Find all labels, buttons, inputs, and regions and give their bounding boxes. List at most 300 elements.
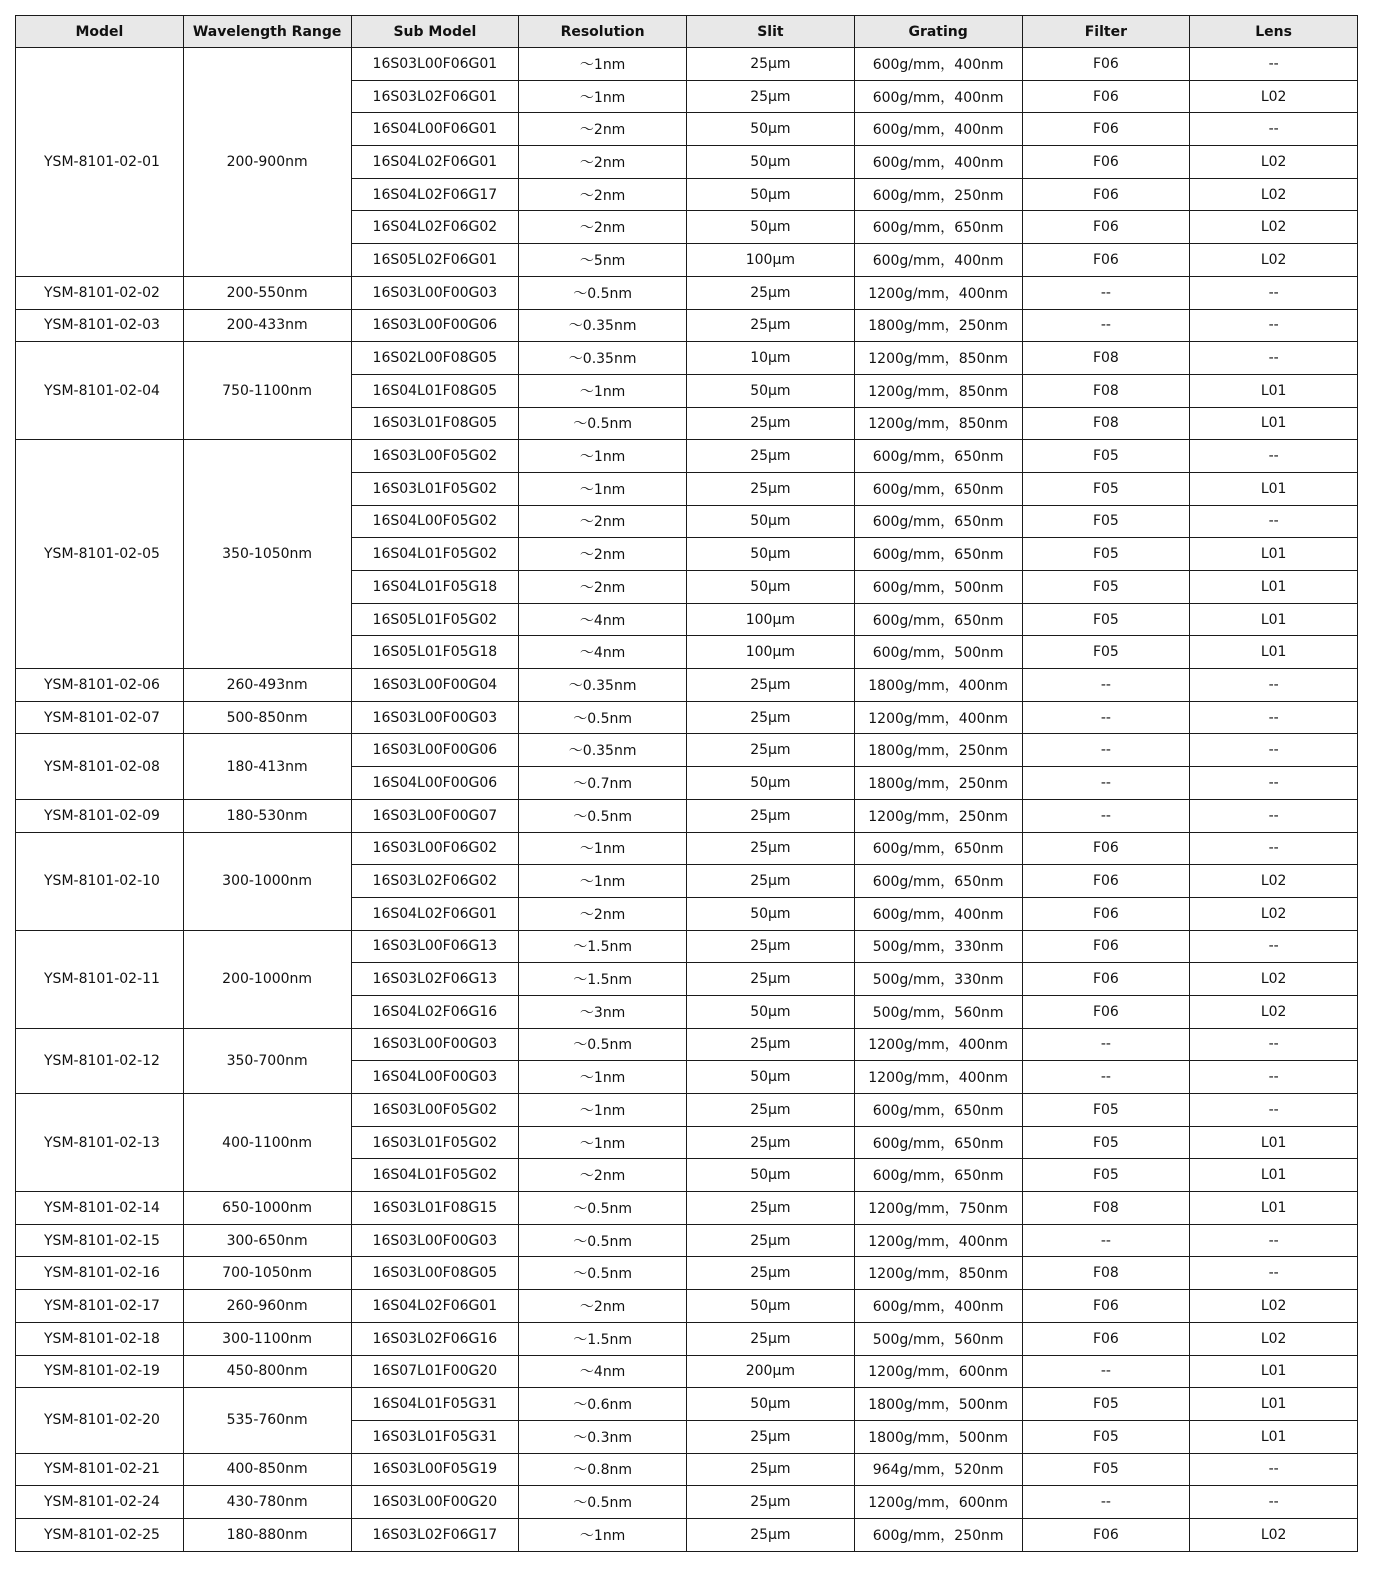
table-row <box>16 1290 1358 1323</box>
resolution-cell: ～1nm <box>519 1061 687 1094</box>
filter-cell: -- <box>1022 309 1190 342</box>
resolution-cell: ～3nm <box>519 995 687 1028</box>
table-row <box>16 1388 1358 1421</box>
grating-cell: 600g/mm，650nm <box>854 472 1022 505</box>
lens-cell: -- <box>1190 1486 1358 1519</box>
slit-cell: 25μm <box>687 865 855 898</box>
sub-model-cell: 16S04L00F06G01 <box>351 113 519 146</box>
grating-cell: 1800g/mm，250nm <box>854 734 1022 767</box>
wavelength-range-cell: 300-650nm <box>183 1224 351 1257</box>
lens-cell: -- <box>1190 930 1358 963</box>
grating-cell: 1200g/mm，600nm <box>854 1486 1022 1519</box>
resolution-cell: ～1nm <box>519 472 687 505</box>
lens-cell: L02 <box>1190 146 1358 179</box>
model-cell: YSM-8101-02-18 <box>16 1322 184 1355</box>
sub-model-cell: 16S03L02F06G16 <box>351 1322 519 1355</box>
sub-model-cell: 16S04L02F06G01 <box>351 1290 519 1323</box>
lens-cell: -- <box>1190 1224 1358 1257</box>
table-row <box>16 1028 1358 1061</box>
wavelength-range-cell: 350-700nm <box>183 1028 351 1093</box>
model-cell: YSM-8101-02-05 <box>16 440 184 669</box>
grating-cell: 600g/mm，650nm <box>854 505 1022 538</box>
sub-model-cell: 16S03L00F06G02 <box>351 832 519 865</box>
resolution-cell: ～1.5nm <box>519 930 687 963</box>
grating-cell: 500g/mm，330nm <box>854 930 1022 963</box>
resolution-cell: ～2nm <box>519 505 687 538</box>
slit-cell: 25μm <box>687 832 855 865</box>
slit-cell: 25μm <box>687 1420 855 1453</box>
slit-cell: 25μm <box>687 1486 855 1519</box>
lens-cell: -- <box>1190 113 1358 146</box>
slit-cell: 50μm <box>687 1388 855 1421</box>
spectrometer-model-table <box>15 15 1358 1552</box>
wavelength-range-cell: 450-800nm <box>183 1355 351 1388</box>
grating-cell: 1200g/mm，400nm <box>854 701 1022 734</box>
sub-model-cell: 16S05L01F05G02 <box>351 603 519 636</box>
resolution-cell: ～2nm <box>519 571 687 604</box>
slit-cell: 25μm <box>687 472 855 505</box>
slit-cell: 50μm <box>687 374 855 407</box>
filter-cell: F06 <box>1022 48 1190 81</box>
sub-model-cell: 16S04L02F06G01 <box>351 897 519 930</box>
grating-cell: 600g/mm，650nm <box>854 538 1022 571</box>
table-row <box>16 1518 1358 1551</box>
slit-cell: 25μm <box>687 1257 855 1290</box>
sub-model-cell: 16S04L00F00G06 <box>351 767 519 800</box>
grating-cell: 1200g/mm，250nm <box>854 799 1022 832</box>
grating-cell: 600g/mm，650nm <box>854 211 1022 244</box>
slit-cell: 50μm <box>687 211 855 244</box>
lens-cell: -- <box>1190 1094 1358 1127</box>
sub-model-cell: 16S04L01F05G02 <box>351 1159 519 1192</box>
grating-cell: 964g/mm，520nm <box>854 1453 1022 1486</box>
model-cell: YSM-8101-02-13 <box>16 1094 184 1192</box>
resolution-cell: ～1nm <box>519 1126 687 1159</box>
filter-cell: F05 <box>1022 1420 1190 1453</box>
slit-cell: 25μm <box>687 407 855 440</box>
resolution-cell: ～0.35nm <box>519 669 687 702</box>
slit-cell: 25μm <box>687 1453 855 1486</box>
lens-cell: L01 <box>1190 1355 1358 1388</box>
filter-cell: F06 <box>1022 897 1190 930</box>
filter-cell: -- <box>1022 734 1190 767</box>
table-row <box>16 832 1358 865</box>
grating-cell: 600g/mm，650nm <box>854 1126 1022 1159</box>
model-cell: YSM-8101-02-20 <box>16 1388 184 1453</box>
resolution-cell: ～1nm <box>519 374 687 407</box>
lens-cell: -- <box>1190 1061 1358 1094</box>
slit-cell: 50μm <box>687 538 855 571</box>
slit-cell: 50μm <box>687 146 855 179</box>
wavelength-range-cell: 200-1000nm <box>183 930 351 1028</box>
lens-cell: L01 <box>1190 1126 1358 1159</box>
resolution-cell: ～4nm <box>519 1355 687 1388</box>
table-row <box>16 799 1358 832</box>
lens-cell: L02 <box>1190 244 1358 277</box>
resolution-cell: ～0.35nm <box>519 734 687 767</box>
grating-cell: 600g/mm，400nm <box>854 146 1022 179</box>
wavelength-range-cell: 700-1050nm <box>183 1257 351 1290</box>
slit-cell: 10μm <box>687 342 855 375</box>
lens-cell: -- <box>1190 767 1358 800</box>
header-grating: Grating <box>854 16 1022 48</box>
grating-cell: 1200g/mm，850nm <box>854 1257 1022 1290</box>
grating-cell: 500g/mm，560nm <box>854 995 1022 1028</box>
grating-cell: 1200g/mm，750nm <box>854 1192 1022 1225</box>
lens-cell: -- <box>1190 309 1358 342</box>
header-wavelength-range: Wavelength Range <box>183 16 351 48</box>
filter-cell: F05 <box>1022 472 1190 505</box>
grating-cell: 1200g/mm，400nm <box>854 1028 1022 1061</box>
slit-cell: 25μm <box>687 48 855 81</box>
sub-model-cell: 16S03L00F00G06 <box>351 734 519 767</box>
resolution-cell: ～1nm <box>519 80 687 113</box>
model-cell: YSM-8101-02-19 <box>16 1355 184 1388</box>
filter-cell: F05 <box>1022 1126 1190 1159</box>
sub-model-cell: 16S03L02F06G02 <box>351 865 519 898</box>
model-cell: YSM-8101-02-08 <box>16 734 184 799</box>
grating-cell: 600g/mm，250nm <box>854 1518 1022 1551</box>
slit-cell: 25μm <box>687 734 855 767</box>
filter-cell: -- <box>1022 799 1190 832</box>
wavelength-range-cell: 200-550nm <box>183 276 351 309</box>
lens-cell: -- <box>1190 1257 1358 1290</box>
sub-model-cell: 16S03L00F00G03 <box>351 276 519 309</box>
filter-cell: F06 <box>1022 146 1190 179</box>
sub-model-cell: 16S03L00F00G07 <box>351 799 519 832</box>
wavelength-range-cell: 430-780nm <box>183 1486 351 1519</box>
filter-cell: -- <box>1022 1224 1190 1257</box>
sub-model-cell: 16S03L00F00G06 <box>351 309 519 342</box>
resolution-cell: ～2nm <box>519 211 687 244</box>
grating-cell: 600g/mm，400nm <box>854 1290 1022 1323</box>
lens-cell: L01 <box>1190 571 1358 604</box>
sub-model-cell: 16S04L01F05G02 <box>351 538 519 571</box>
model-cell: YSM-8101-02-21 <box>16 1453 184 1486</box>
lens-cell: L02 <box>1190 211 1358 244</box>
resolution-cell: ～0.35nm <box>519 342 687 375</box>
lens-cell: L01 <box>1190 1420 1358 1453</box>
filter-cell: F06 <box>1022 963 1190 996</box>
lens-cell: -- <box>1190 505 1358 538</box>
grating-cell: 1800g/mm，500nm <box>854 1420 1022 1453</box>
lens-cell: -- <box>1190 669 1358 702</box>
filter-cell: F08 <box>1022 374 1190 407</box>
slit-cell: 50μm <box>687 571 855 604</box>
filter-cell: F06 <box>1022 1518 1190 1551</box>
sub-model-cell: 16S03L01F08G15 <box>351 1192 519 1225</box>
table-row <box>16 734 1358 767</box>
filter-cell: -- <box>1022 1061 1190 1094</box>
slit-cell: 50μm <box>687 505 855 538</box>
slit-cell: 50μm <box>687 1290 855 1323</box>
spectrometer-model-table-container <box>15 15 1358 1552</box>
lens-cell: L02 <box>1190 963 1358 996</box>
lens-cell: L01 <box>1190 1388 1358 1421</box>
resolution-cell: ～0.5nm <box>519 1486 687 1519</box>
lens-cell: -- <box>1190 276 1358 309</box>
sub-model-cell: 16S05L01F05G18 <box>351 636 519 669</box>
grating-cell: 1200g/mm，400nm <box>854 1224 1022 1257</box>
slit-cell: 100μm <box>687 636 855 669</box>
filter-cell: F08 <box>1022 1257 1190 1290</box>
table-body <box>16 48 1358 1552</box>
filter-cell: F06 <box>1022 80 1190 113</box>
table-row <box>16 1224 1358 1257</box>
grating-cell: 1800g/mm，400nm <box>854 669 1022 702</box>
sub-model-cell: 16S03L00F00G03 <box>351 1224 519 1257</box>
lens-cell: L02 <box>1190 865 1358 898</box>
slit-cell: 200μm <box>687 1355 855 1388</box>
grating-cell: 600g/mm，500nm <box>854 636 1022 669</box>
filter-cell: -- <box>1022 276 1190 309</box>
resolution-cell: ～4nm <box>519 636 687 669</box>
slit-cell: 50μm <box>687 1159 855 1192</box>
resolution-cell: ～1nm <box>519 1094 687 1127</box>
slit-cell: 25μm <box>687 1126 855 1159</box>
slit-cell: 25μm <box>687 930 855 963</box>
wavelength-range-cell: 300-1100nm <box>183 1322 351 1355</box>
filter-cell: F06 <box>1022 178 1190 211</box>
wavelength-range-cell: 535-760nm <box>183 1388 351 1453</box>
table-row <box>16 1453 1358 1486</box>
resolution-cell: ～0.5nm <box>519 701 687 734</box>
header-model: Model <box>16 16 184 48</box>
lens-cell: -- <box>1190 1028 1358 1061</box>
wavelength-range-cell: 350-1050nm <box>183 440 351 669</box>
wavelength-range-cell: 180-530nm <box>183 799 351 832</box>
resolution-cell: ～1.5nm <box>519 963 687 996</box>
sub-model-cell: 16S04L02F06G16 <box>351 995 519 1028</box>
lens-cell: L02 <box>1190 995 1358 1028</box>
lens-cell: L02 <box>1190 897 1358 930</box>
slit-cell: 25μm <box>687 1028 855 1061</box>
sub-model-cell: 16S04L00F00G03 <box>351 1061 519 1094</box>
filter-cell: -- <box>1022 1028 1190 1061</box>
model-cell: YSM-8101-02-11 <box>16 930 184 1028</box>
grating-cell: 600g/mm，650nm <box>854 865 1022 898</box>
grating-cell: 600g/mm，400nm <box>854 80 1022 113</box>
resolution-cell: ～5nm <box>519 244 687 277</box>
resolution-cell: ～1.5nm <box>519 1322 687 1355</box>
resolution-cell: ～0.5nm <box>519 276 687 309</box>
filter-cell: F06 <box>1022 1322 1190 1355</box>
table-row <box>16 440 1358 473</box>
header-filter: Filter <box>1022 16 1190 48</box>
table-row <box>16 1486 1358 1519</box>
filter-cell: F06 <box>1022 113 1190 146</box>
filter-cell: F05 <box>1022 440 1190 473</box>
wavelength-range-cell: 180-413nm <box>183 734 351 799</box>
model-cell: YSM-8101-02-12 <box>16 1028 184 1093</box>
model-cell: YSM-8101-02-04 <box>16 342 184 440</box>
resolution-cell: ～0.35nm <box>519 309 687 342</box>
filter-cell: F08 <box>1022 1192 1190 1225</box>
wavelength-range-cell: 260-493nm <box>183 669 351 702</box>
filter-cell: -- <box>1022 701 1190 734</box>
lens-cell: L01 <box>1190 603 1358 636</box>
wavelength-range-cell: 180-880nm <box>183 1518 351 1551</box>
sub-model-cell: 16S03L00F05G19 <box>351 1453 519 1486</box>
resolution-cell: ～4nm <box>519 603 687 636</box>
sub-model-cell: 16S04L02F06G02 <box>351 211 519 244</box>
filter-cell: F05 <box>1022 571 1190 604</box>
filter-cell: F05 <box>1022 505 1190 538</box>
slit-cell: 100μm <box>687 244 855 277</box>
resolution-cell: ～0.5nm <box>519 799 687 832</box>
wavelength-range-cell: 300-1000nm <box>183 832 351 930</box>
slit-cell: 25μm <box>687 1224 855 1257</box>
lens-cell: L02 <box>1190 1322 1358 1355</box>
table-row <box>16 342 1358 375</box>
grating-cell: 500g/mm，560nm <box>854 1322 1022 1355</box>
grating-cell: 600g/mm，400nm <box>854 244 1022 277</box>
header-resolution: Resolution <box>519 16 687 48</box>
resolution-cell: ～0.5nm <box>519 407 687 440</box>
sub-model-cell: 16S04L01F08G05 <box>351 374 519 407</box>
filter-cell: F05 <box>1022 538 1190 571</box>
filter-cell: F06 <box>1022 211 1190 244</box>
slit-cell: 50μm <box>687 767 855 800</box>
model-cell: YSM-8101-02-14 <box>16 1192 184 1225</box>
lens-cell: -- <box>1190 701 1358 734</box>
filter-cell: -- <box>1022 669 1190 702</box>
slit-cell: 25μm <box>687 701 855 734</box>
resolution-cell: ～1nm <box>519 865 687 898</box>
sub-model-cell: 16S03L02F06G01 <box>351 80 519 113</box>
table-row <box>16 1257 1358 1290</box>
grating-cell: 600g/mm，400nm <box>854 897 1022 930</box>
table-row <box>16 48 1358 81</box>
sub-model-cell: 16S03L00F00G03 <box>351 701 519 734</box>
sub-model-cell: 16S03L02F06G17 <box>351 1518 519 1551</box>
header-lens: Lens <box>1190 16 1358 48</box>
grating-cell: 600g/mm，650nm <box>854 1159 1022 1192</box>
sub-model-cell: 16S03L01F05G02 <box>351 472 519 505</box>
lens-cell: -- <box>1190 342 1358 375</box>
resolution-cell: ～2nm <box>519 538 687 571</box>
model-cell: YSM-8101-02-15 <box>16 1224 184 1257</box>
model-cell: YSM-8101-02-01 <box>16 48 184 277</box>
resolution-cell: ～0.7nm <box>519 767 687 800</box>
lens-cell: L01 <box>1190 1192 1358 1225</box>
filter-cell: F08 <box>1022 407 1190 440</box>
filter-cell: -- <box>1022 1486 1190 1519</box>
slit-cell: 25μm <box>687 440 855 473</box>
wavelength-range-cell: 200-900nm <box>183 48 351 277</box>
wavelength-range-cell: 260-960nm <box>183 1290 351 1323</box>
lens-cell: L01 <box>1190 407 1358 440</box>
lens-cell: -- <box>1190 734 1358 767</box>
resolution-cell: ～0.5nm <box>519 1257 687 1290</box>
resolution-cell: ～2nm <box>519 146 687 179</box>
sub-model-cell: 16S03L00F05G02 <box>351 440 519 473</box>
slit-cell: 25μm <box>687 276 855 309</box>
wavelength-range-cell: 500-850nm <box>183 701 351 734</box>
filter-cell: F05 <box>1022 1159 1190 1192</box>
slit-cell: 100μm <box>687 603 855 636</box>
lens-cell: -- <box>1190 832 1358 865</box>
sub-model-cell: 16S03L01F05G02 <box>351 1126 519 1159</box>
sub-model-cell: 16S04L02F06G01 <box>351 146 519 179</box>
grating-cell: 1800g/mm，250nm <box>854 309 1022 342</box>
sub-model-cell: 16S03L00F08G05 <box>351 1257 519 1290</box>
wavelength-range-cell: 650-1000nm <box>183 1192 351 1225</box>
grating-cell: 600g/mm，650nm <box>854 1094 1022 1127</box>
lens-cell: -- <box>1190 1453 1358 1486</box>
header-slit: Slit <box>687 16 855 48</box>
resolution-cell: ～1nm <box>519 48 687 81</box>
filter-cell: F05 <box>1022 603 1190 636</box>
table-row <box>16 669 1358 702</box>
model-cell: YSM-8101-02-07 <box>16 701 184 734</box>
model-cell: YSM-8101-02-06 <box>16 669 184 702</box>
lens-cell: L01 <box>1190 472 1358 505</box>
resolution-cell: ～2nm <box>519 178 687 211</box>
resolution-cell: ～1nm <box>519 832 687 865</box>
resolution-cell: ～0.8nm <box>519 1453 687 1486</box>
lens-cell: L01 <box>1190 1159 1358 1192</box>
filter-cell: F05 <box>1022 1388 1190 1421</box>
sub-model-cell: 16S02L00F08G05 <box>351 342 519 375</box>
filter-cell: -- <box>1022 1355 1190 1388</box>
lens-cell: -- <box>1190 48 1358 81</box>
grating-cell: 500g/mm，330nm <box>854 963 1022 996</box>
table-row <box>16 276 1358 309</box>
grating-cell: 1200g/mm，400nm <box>854 1061 1022 1094</box>
slit-cell: 50μm <box>687 1061 855 1094</box>
grating-cell: 600g/mm，400nm <box>854 48 1022 81</box>
model-cell: YSM-8101-02-10 <box>16 832 184 930</box>
filter-cell: F05 <box>1022 1094 1190 1127</box>
grating-cell: 1800g/mm，500nm <box>854 1388 1022 1421</box>
filter-cell: F06 <box>1022 244 1190 277</box>
model-cell: YSM-8101-02-24 <box>16 1486 184 1519</box>
sub-model-cell: 16S03L00F00G04 <box>351 669 519 702</box>
filter-cell: F06 <box>1022 995 1190 1028</box>
resolution-cell: ～1nm <box>519 1518 687 1551</box>
sub-model-cell: 16S04L00F05G02 <box>351 505 519 538</box>
header-sub-model: Sub Model <box>351 16 519 48</box>
resolution-cell: ～0.5nm <box>519 1224 687 1257</box>
filter-cell: F06 <box>1022 832 1190 865</box>
grating-cell: 600g/mm，650nm <box>854 603 1022 636</box>
table-row <box>16 1192 1358 1225</box>
lens-cell: L02 <box>1190 1290 1358 1323</box>
sub-model-cell: 16S07L01F00G20 <box>351 1355 519 1388</box>
lens-cell: L02 <box>1190 1518 1358 1551</box>
slit-cell: 50μm <box>687 178 855 211</box>
lens-cell: L01 <box>1190 374 1358 407</box>
slit-cell: 25μm <box>687 1518 855 1551</box>
sub-model-cell: 16S03L01F05G31 <box>351 1420 519 1453</box>
wavelength-range-cell: 400-1100nm <box>183 1094 351 1192</box>
filter-cell: F06 <box>1022 930 1190 963</box>
grating-cell: 600g/mm，400nm <box>854 113 1022 146</box>
slit-cell: 50μm <box>687 995 855 1028</box>
sub-model-cell: 16S03L00F00G03 <box>351 1028 519 1061</box>
filter-cell: -- <box>1022 767 1190 800</box>
grating-cell: 600g/mm，250nm <box>854 178 1022 211</box>
slit-cell: 25μm <box>687 80 855 113</box>
resolution-cell: ～0.3nm <box>519 1420 687 1453</box>
resolution-cell: ～2nm <box>519 113 687 146</box>
sub-model-cell: 16S03L00F00G20 <box>351 1486 519 1519</box>
table-row <box>16 1322 1358 1355</box>
resolution-cell: ～0.6nm <box>519 1388 687 1421</box>
filter-cell: F06 <box>1022 865 1190 898</box>
sub-model-cell: 16S03L00F06G01 <box>351 48 519 81</box>
